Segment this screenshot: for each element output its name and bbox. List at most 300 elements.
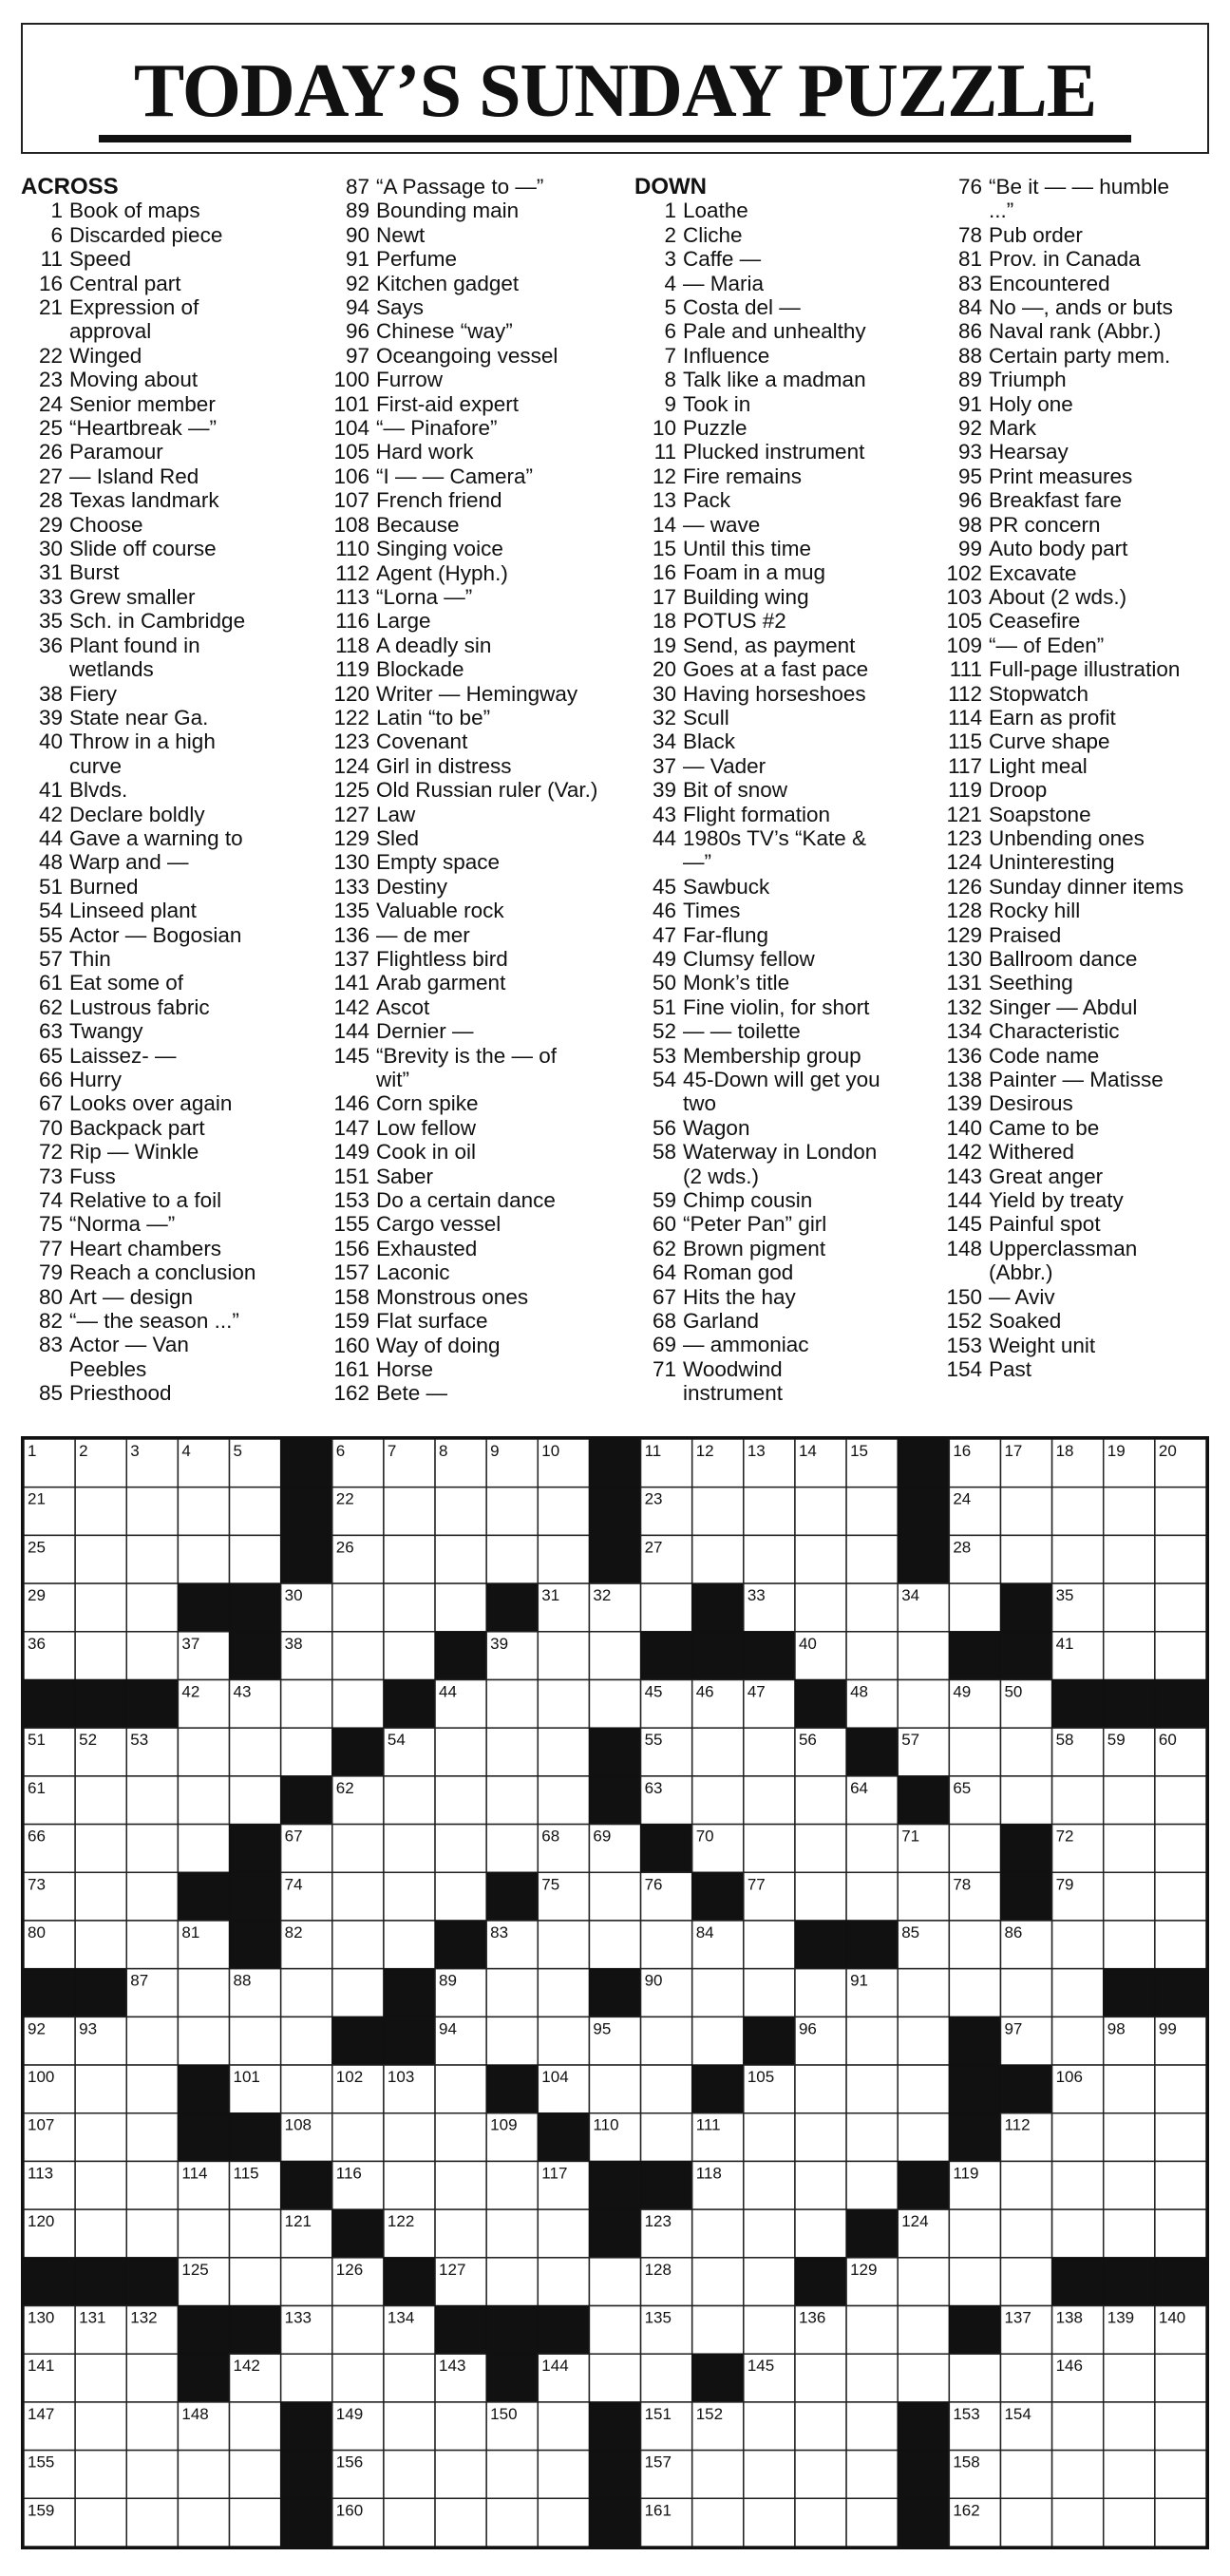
grid-cell[interactable]	[178, 1825, 229, 1873]
grid-cell[interactable]	[846, 1583, 898, 1632]
grid-cell[interactable]	[1155, 1872, 1206, 1921]
grid-cell[interactable]	[1000, 2258, 1051, 2306]
clue-item	[940, 1212, 1230, 1236]
grid-cell[interactable]	[384, 1535, 435, 1583]
grid-cell[interactable]	[538, 2451, 589, 2499]
grid-cell[interactable]	[384, 2161, 435, 2209]
grid-cell[interactable]	[486, 2451, 538, 2499]
grid-cell[interactable]	[1104, 1921, 1155, 1969]
grid-cell[interactable]	[1000, 1969, 1051, 2017]
grid-cell[interactable]	[384, 2498, 435, 2547]
grid-cell[interactable]	[538, 2017, 589, 2065]
grid-cell[interactable]	[75, 2451, 126, 2499]
grid-cell[interactable]	[1155, 1535, 1206, 1583]
grid-cell[interactable]	[744, 2451, 795, 2499]
grid-cell[interactable]	[589, 1921, 640, 1969]
clue-item	[634, 1068, 929, 1091]
grid-cell[interactable]	[898, 2306, 949, 2355]
grid-cell[interactable]	[75, 2161, 126, 2209]
grid-cell[interactable]	[1155, 2354, 1206, 2402]
grid-cell[interactable]	[795, 2451, 846, 2499]
grid-cell[interactable]	[230, 2498, 281, 2547]
grid-cell[interactable]	[281, 2017, 332, 2065]
grid-cell[interactable]	[589, 1679, 640, 1728]
grid-cell[interactable]	[178, 1776, 229, 1825]
grid-cell[interactable]	[332, 1921, 384, 1969]
grid-cell[interactable]	[384, 2113, 435, 2162]
grid-cell[interactable]	[589, 2306, 640, 2355]
grid-cell[interactable]	[332, 2354, 384, 2402]
grid-cell[interactable]	[1155, 2113, 1206, 2162]
clue-number: 153	[946, 1333, 982, 1357]
grid-cell[interactable]	[1000, 1487, 1051, 1536]
grid-cell[interactable]	[538, 1921, 589, 1969]
grid-cell[interactable]	[846, 2451, 898, 2499]
grid-cell[interactable]	[589, 2354, 640, 2402]
grid-cell[interactable]	[1052, 2017, 1104, 2065]
grid-cell[interactable]	[1104, 1776, 1155, 1825]
grid-cell[interactable]	[126, 2402, 178, 2451]
grid-cell[interactable]	[744, 1487, 795, 1536]
grid-cell[interactable]	[230, 2258, 281, 2306]
clue-text: Droop	[989, 778, 1048, 803]
grid-cell[interactable]	[846, 1487, 898, 1536]
grid-cell[interactable]	[795, 2065, 846, 2113]
grid-cell[interactable]	[846, 2402, 898, 2451]
grid-cell[interactable]	[538, 2402, 589, 2451]
grid-cell[interactable]	[795, 2402, 846, 2451]
grid-cell[interactable]	[1104, 1583, 1155, 1632]
grid-cell[interactable]	[281, 1969, 332, 2017]
grid-cell[interactable]	[75, 1776, 126, 1825]
grid-cell[interactable]	[846, 2065, 898, 2113]
clue-number: 48	[38, 850, 63, 875]
grid-cell[interactable]	[486, 2017, 538, 2065]
grid-cell[interactable]	[178, 2498, 229, 2547]
grid-cell[interactable]	[744, 1969, 795, 2017]
grid-cell[interactable]	[1000, 1535, 1051, 1583]
grid-cell[interactable]	[846, 2113, 898, 2162]
grid-cell[interactable]	[744, 2258, 795, 2306]
grid-cell[interactable]	[75, 1632, 126, 1680]
grid-cell[interactable]	[949, 1825, 1000, 1873]
grid-cell[interactable]	[75, 2065, 126, 2113]
grid-cell[interactable]	[795, 1825, 846, 1873]
grid-cell[interactable]	[1155, 2402, 1206, 2451]
grid-cell[interactable]	[75, 2209, 126, 2258]
grid-cell[interactable]	[744, 1825, 795, 1873]
grid-cell[interactable]	[75, 2113, 126, 2162]
grid-cell[interactable]	[1000, 2209, 1051, 2258]
grid-cell[interactable]	[1155, 1632, 1206, 1680]
grid-cell[interactable]	[126, 1825, 178, 1873]
grid-cell[interactable]	[692, 1535, 744, 1583]
grid-cell[interactable]	[75, 1872, 126, 1921]
grid-cell[interactable]	[126, 1535, 178, 1583]
grid-cell[interactable]	[744, 2402, 795, 2451]
grid-cell-number: 96	[798, 2019, 817, 2038]
clue-text: Upperclassman	[989, 1236, 1138, 1260]
grid-cell[interactable]	[846, 1872, 898, 1921]
grid-cell[interactable]	[178, 1487, 229, 1536]
grid-cell-black	[281, 2451, 332, 2499]
grid-cell[interactable]	[435, 2161, 486, 2209]
grid-cell[interactable]	[435, 2065, 486, 2113]
grid-cell[interactable]	[75, 2354, 126, 2402]
clue-text: Exhausted	[376, 1236, 478, 1260]
grid-cell[interactable]	[744, 1535, 795, 1583]
clue-number: 111	[949, 657, 982, 682]
grid-cell[interactable]	[486, 1825, 538, 1873]
grid-cell[interactable]	[126, 1583, 178, 1632]
grid-cell[interactable]	[332, 1679, 384, 1728]
clue-item	[21, 899, 315, 922]
grid-cell-number: 140	[1158, 2308, 1186, 2327]
grid-cell[interactable]	[538, 1535, 589, 1583]
grid-cell[interactable]	[384, 1776, 435, 1825]
grid-cell[interactable]	[744, 1921, 795, 1969]
grid-cell[interactable]	[898, 1679, 949, 1728]
grid-cell[interactable]	[435, 1728, 486, 1776]
grid-cell[interactable]	[486, 2498, 538, 2547]
grid-cell[interactable]	[1104, 1487, 1155, 1536]
clue-item	[328, 634, 622, 657]
grid-cell[interactable]	[126, 2209, 178, 2258]
clue-number: 99	[957, 537, 982, 561]
clue-text: Characteristic	[989, 1019, 1120, 1044]
grid-cell[interactable]	[1052, 2402, 1104, 2451]
grid-cell[interactable]	[75, 2498, 126, 2547]
grid-cell[interactable]	[692, 2306, 744, 2355]
grid-cell[interactable]	[75, 2402, 126, 2451]
grid-cell[interactable]	[898, 1632, 949, 1680]
grid-cell[interactable]	[126, 2065, 178, 2113]
grid-cell[interactable]	[75, 1825, 126, 1873]
grid-cell[interactable]	[486, 1969, 538, 2017]
grid-cell[interactable]	[795, 1487, 846, 1536]
grid-cell[interactable]	[1000, 2451, 1051, 2499]
grid-cell[interactable]	[744, 1776, 795, 1825]
grid-cell[interactable]	[281, 2354, 332, 2402]
clue-item	[21, 1140, 315, 1164]
grid-cell[interactable]	[1000, 1776, 1051, 1825]
grid-cell[interactable]	[332, 2306, 384, 2355]
grid-cell-number: 93	[79, 2019, 98, 2038]
grid-cell[interactable]	[692, 2451, 744, 2499]
grid-cell[interactable]	[1155, 2161, 1206, 2209]
grid-cell[interactable]	[846, 1632, 898, 1680]
grid-cell[interactable]	[1155, 2498, 1206, 2547]
grid-cell[interactable]	[949, 2209, 1000, 2258]
clue-item	[634, 947, 929, 971]
grid-cell[interactable]	[795, 1535, 846, 1583]
grid-cell[interactable]	[641, 1921, 692, 1969]
grid-cell[interactable]	[486, 1728, 538, 1776]
grid-cell[interactable]	[795, 1969, 846, 2017]
grid-cell[interactable]	[178, 1728, 229, 1776]
grid-cell[interactable]	[230, 2209, 281, 2258]
grid-cell[interactable]	[384, 1487, 435, 1536]
grid-cell[interactable]	[1155, 1825, 1206, 1873]
grid-cell[interactable]	[126, 2113, 178, 2162]
clue-text: Ceasefire	[989, 609, 1081, 634]
grid-cell[interactable]	[435, 2498, 486, 2547]
grid-cell[interactable]	[898, 2258, 949, 2306]
grid-cell[interactable]	[1104, 2161, 1155, 2209]
grid-cell[interactable]	[589, 1632, 640, 1680]
grid-cell[interactable]	[1104, 1825, 1155, 1873]
grid-cell[interactable]	[898, 2354, 949, 2402]
grid-cell[interactable]	[846, 1825, 898, 1873]
grid-cell[interactable]	[486, 1679, 538, 1728]
grid-cell[interactable]	[384, 1825, 435, 1873]
clue-number: 92	[957, 416, 982, 441]
grid-cell[interactable]	[281, 2258, 332, 2306]
grid-cell[interactable]	[641, 1583, 692, 1632]
grid-cell[interactable]	[230, 2402, 281, 2451]
grid-cell[interactable]	[1155, 1583, 1206, 1632]
grid-cell[interactable]	[384, 2451, 435, 2499]
grid-cell[interactable]	[230, 1776, 281, 1825]
grid-cell[interactable]	[126, 1921, 178, 1969]
grid-cell[interactable]	[692, 2258, 744, 2306]
grid-cell[interactable]	[641, 2017, 692, 2065]
grid-cell[interactable]	[898, 1969, 949, 2017]
clue-item	[21, 513, 315, 537]
grid-cell[interactable]	[1052, 1535, 1104, 1583]
grid-cell[interactable]	[75, 1487, 126, 1536]
clue-number: 22	[38, 343, 63, 368]
grid-cell[interactable]	[1155, 1921, 1206, 1969]
grid-cell[interactable]	[1052, 2498, 1104, 2547]
grid-cell[interactable]	[846, 2017, 898, 2065]
grid-cell[interactable]	[538, 1679, 589, 1728]
grid-cell[interactable]	[230, 1487, 281, 1536]
grid-cell[interactable]	[795, 2209, 846, 2258]
clue-item	[634, 1044, 929, 1068]
grid-cell[interactable]	[898, 2017, 949, 2065]
grid-cell[interactable]	[126, 1632, 178, 1680]
grid-cell[interactable]	[1052, 1487, 1104, 1536]
grid-cell[interactable]	[486, 1535, 538, 1583]
grid-cell[interactable]	[538, 1728, 589, 1776]
grid-cell[interactable]	[486, 1487, 538, 1536]
grid-cell[interactable]	[75, 1921, 126, 1969]
grid-cell[interactable]	[126, 2017, 178, 2065]
grid-cell[interactable]	[1104, 2065, 1155, 2113]
clue-text: Rocky hill	[989, 899, 1081, 923]
grid-cell[interactable]	[1104, 1872, 1155, 1921]
grid-cell[interactable]	[795, 2113, 846, 2162]
grid-cell[interactable]	[538, 2258, 589, 2306]
grid-cell[interactable]	[538, 1969, 589, 2017]
grid-cell[interactable]	[1155, 2451, 1206, 2499]
grid-cell[interactable]	[1052, 2209, 1104, 2258]
clue-item	[940, 561, 1230, 585]
grid-cell[interactable]	[230, 1535, 281, 1583]
grid-cell[interactable]	[75, 1535, 126, 1583]
grid-cell[interactable]	[692, 1487, 744, 1536]
grid-cell[interactable]	[178, 2017, 229, 2065]
grid-cell[interactable]	[641, 2354, 692, 2402]
grid-cell[interactable]	[1000, 2498, 1051, 2547]
clue-text: Fuss	[69, 1164, 116, 1188]
grid-cell[interactable]	[538, 2498, 589, 2547]
grid-cell[interactable]	[1155, 1776, 1206, 1825]
grid-cell[interactable]	[692, 1969, 744, 2017]
grid-cell[interactable]	[435, 1535, 486, 1583]
grid-cell[interactable]	[744, 2209, 795, 2258]
grid-cell[interactable]	[1104, 2498, 1155, 2547]
grid-cell[interactable]	[178, 2451, 229, 2499]
grid-cell[interactable]	[75, 1583, 126, 1632]
grid-cell[interactable]	[1104, 2113, 1155, 2162]
grid-cell[interactable]	[949, 2258, 1000, 2306]
grid-cell[interactable]	[435, 1872, 486, 1921]
grid-cell-black	[795, 1679, 846, 1728]
grid-cell[interactable]	[1000, 2161, 1051, 2209]
grid-cell[interactable]	[1155, 2065, 1206, 2113]
grid-cell[interactable]	[230, 2017, 281, 2065]
grid-cell[interactable]	[949, 1921, 1000, 1969]
clue-number: 123	[946, 825, 982, 850]
clue-text: Monstrous ones	[376, 1284, 529, 1309]
grid-cell[interactable]	[795, 2354, 846, 2402]
grid-cell[interactable]	[692, 2017, 744, 2065]
grid-cell[interactable]	[178, 1535, 229, 1583]
grid-cell[interactable]	[435, 1825, 486, 1873]
grid-cell[interactable]	[435, 2113, 486, 2162]
grid-cell[interactable]	[1104, 2209, 1155, 2258]
grid-cell[interactable]	[178, 2209, 229, 2258]
grid-cell[interactable]	[486, 2209, 538, 2258]
grid-cell[interactable]	[281, 2065, 332, 2113]
grid-cell[interactable]	[126, 1776, 178, 1825]
grid-cell[interactable]	[692, 2209, 744, 2258]
grid-cell[interactable]	[692, 1728, 744, 1776]
grid-cell[interactable]	[898, 1872, 949, 1921]
grid-cell[interactable]	[589, 2065, 640, 2113]
grid-cell[interactable]	[126, 2161, 178, 2209]
grid-cell[interactable]	[538, 1632, 589, 1680]
grid-cell[interactable]	[898, 2113, 949, 2162]
grid-cell[interactable]	[384, 1921, 435, 1969]
grid-cell[interactable]	[589, 2258, 640, 2306]
grid-cell[interactable]	[332, 1583, 384, 1632]
grid-cell[interactable]	[1052, 2113, 1104, 2162]
grid-cell[interactable]	[795, 1776, 846, 1825]
grid-cell[interactable]	[744, 2113, 795, 2162]
grid-cell[interactable]	[744, 1728, 795, 1776]
grid-cell-black	[178, 2113, 229, 2162]
grid-cell[interactable]	[384, 1583, 435, 1632]
grid-cell[interactable]	[1052, 2161, 1104, 2209]
grid-cell[interactable]	[1104, 2451, 1155, 2499]
grid-cell[interactable]	[1052, 2451, 1104, 2499]
grid-cell[interactable]	[949, 1583, 1000, 1632]
grid-cell[interactable]	[1052, 1921, 1104, 1969]
grid-cell[interactable]	[949, 1728, 1000, 1776]
grid-cell[interactable]	[126, 2451, 178, 2499]
grid-cell[interactable]	[538, 2209, 589, 2258]
grid-cell[interactable]	[744, 2306, 795, 2355]
grid-cell[interactable]	[230, 1728, 281, 1776]
grid-cell[interactable]	[898, 2065, 949, 2113]
grid-cell[interactable]	[435, 2209, 486, 2258]
grid-cell[interactable]	[538, 1487, 589, 1536]
grid-cell[interactable]	[435, 2451, 486, 2499]
grid-cell[interactable]	[641, 2113, 692, 2162]
grid-cell-number: 22	[335, 1489, 354, 1508]
grid-cell[interactable]	[332, 2113, 384, 2162]
grid-cell[interactable]	[949, 2354, 1000, 2402]
grid-cell[interactable]	[692, 2498, 744, 2547]
grid-cell[interactable]	[435, 1776, 486, 1825]
grid-cell[interactable]	[795, 1583, 846, 1632]
grid-cell[interactable]	[1155, 2209, 1206, 2258]
grid-cell[interactable]	[949, 1969, 1000, 2017]
grid-cell[interactable]	[846, 2161, 898, 2209]
grid-cell[interactable]	[744, 2498, 795, 2547]
grid-cell[interactable]	[486, 1776, 538, 1825]
grid-cell[interactable]	[126, 1872, 178, 1921]
grid-cell[interactable]	[486, 2161, 538, 2209]
grid-cell[interactable]	[126, 2498, 178, 2547]
grid-cell[interactable]	[332, 1872, 384, 1921]
grid-cell[interactable]	[795, 2161, 846, 2209]
grid-cell[interactable]	[332, 1969, 384, 2017]
grid-cell[interactable]	[384, 1632, 435, 1680]
clue-item	[21, 1019, 315, 1043]
grid-cell[interactable]	[281, 1728, 332, 1776]
grid-cell[interactable]	[1104, 1632, 1155, 1680]
grid-cell[interactable]	[384, 2402, 435, 2451]
grid-cell[interactable]	[846, 2306, 898, 2355]
grid-cell[interactable]	[435, 1487, 486, 1536]
grid-cell[interactable]	[332, 1632, 384, 1680]
grid-cell[interactable]	[744, 2161, 795, 2209]
grid-cell[interactable]	[846, 2354, 898, 2402]
grid-cell[interactable]	[384, 2354, 435, 2402]
grid-cell[interactable]	[1052, 1776, 1104, 1825]
grid-cell[interactable]	[1104, 1535, 1155, 1583]
grid-cell[interactable]	[486, 2258, 538, 2306]
grid-cell[interactable]	[281, 1679, 332, 1728]
grid-cell[interactable]	[126, 2354, 178, 2402]
grid-cell[interactable]	[538, 1776, 589, 1825]
grid-cell[interactable]	[384, 1872, 435, 1921]
grid-cell[interactable]	[1052, 1969, 1104, 2017]
grid-cell[interactable]	[230, 2451, 281, 2499]
grid-cell[interactable]	[435, 1583, 486, 1632]
grid-cell[interactable]	[795, 2498, 846, 2547]
grid-cell[interactable]	[589, 1872, 640, 1921]
grid-cell[interactable]	[846, 1535, 898, 1583]
grid-cell[interactable]	[795, 1872, 846, 1921]
grid-cell[interactable]	[641, 2065, 692, 2113]
grid-cell[interactable]	[692, 1776, 744, 1825]
grid-cell[interactable]	[332, 1825, 384, 1873]
grid-cell[interactable]	[1155, 1487, 1206, 1536]
grid-cell[interactable]	[1000, 1728, 1051, 1776]
grid-cell[interactable]	[846, 2498, 898, 2547]
grid-cell[interactable]	[1104, 2354, 1155, 2402]
grid-cell[interactable]	[435, 2402, 486, 2451]
grid-cell[interactable]	[1104, 2402, 1155, 2451]
grid-cell[interactable]	[178, 1969, 229, 2017]
grid-cell[interactable]	[126, 1487, 178, 1536]
grid-cell[interactable]	[1000, 2354, 1051, 2402]
